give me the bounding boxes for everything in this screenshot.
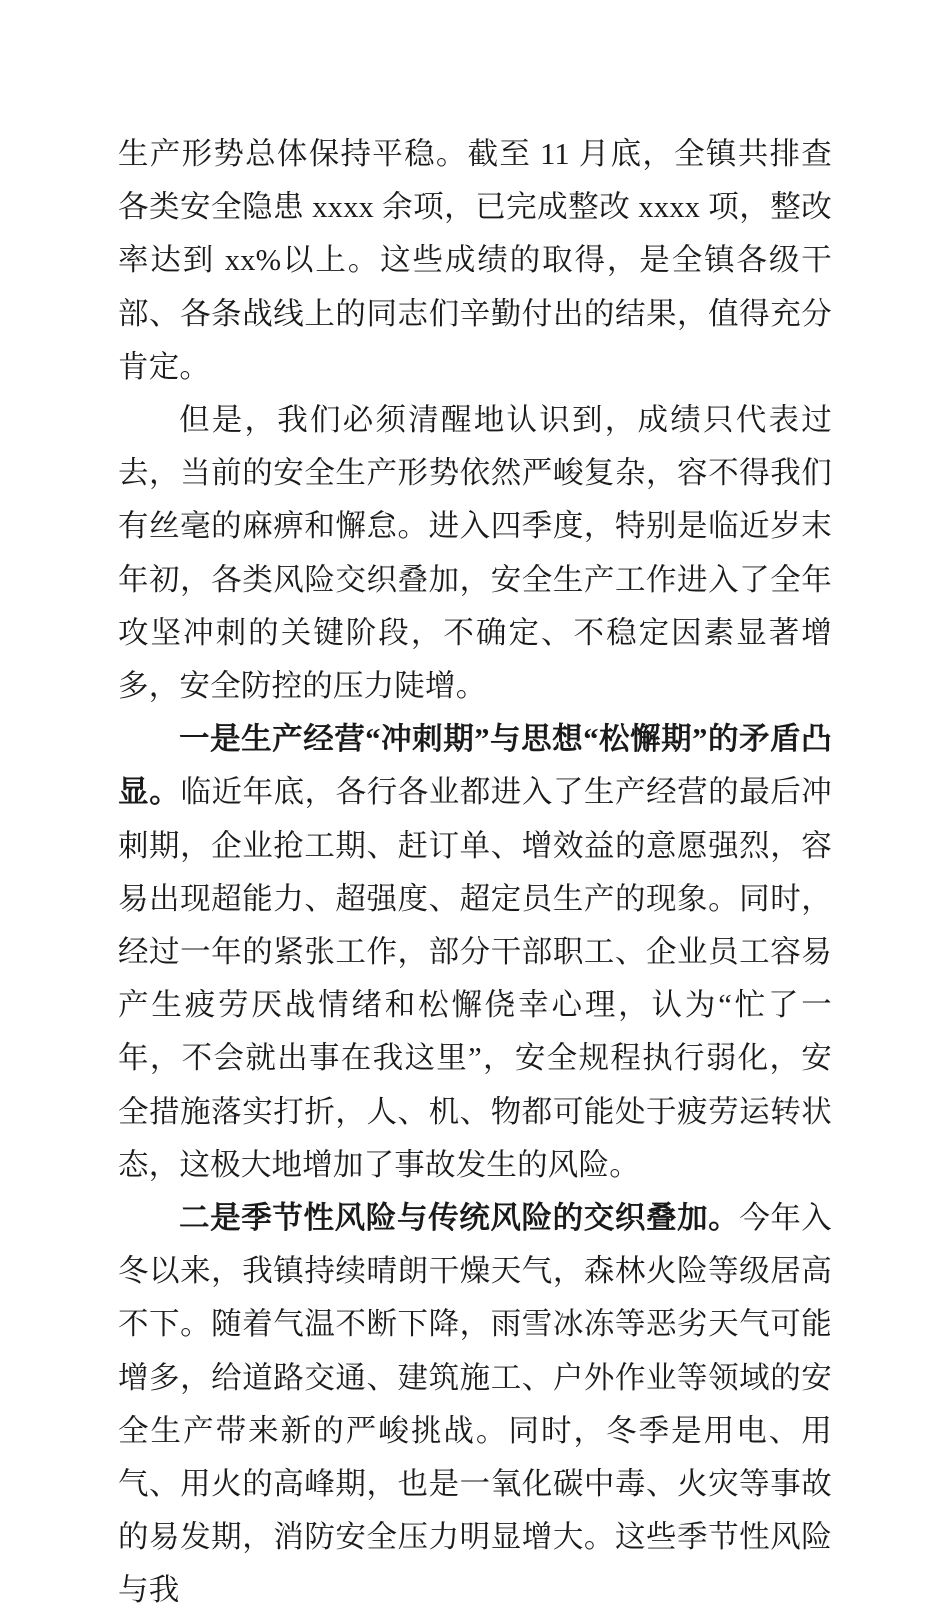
- paragraph-text: 临近年底，各行各业都进入了生产经营的最后冲刺期，企业抢工期、赶订单、增效益的意愿强烈，容易出现超能力、超强度、超定员生产的现象。同时，经过一年的紧张工作，部分干部职工、企业员工容易产生疲劳厌战情绪和松懈侥幸心理，认为“忙了一年，不会就出事在我这里”，安全规程执行弱化，安全措施落实打折，人、机、物都可能处于疲劳运转状态，这极大地增加了事故发生的风险。: [118, 775, 832, 1182]
- paragraph-continuation: [118, 128, 832, 394]
- paragraph-text: 生产形势总体保持平稳。截至 11 月底，全镇共排查各类安全隐患 xxxx 余项，已完成整改 xxxx 项，整改率达到 xx%以上。这些成绩的取得，是全镇各级干部、各条战线上的同志们辛勤付出的结果，值得充分肯定。: [118, 137, 832, 384]
- paragraph-current-situation: [118, 394, 832, 713]
- paragraph-text: 但是，我们必须清醒地认识到，成绩只代表过去，当前的安全生产形势依然严峻复杂，容不得我们有丝毫的麻痹和懈怠。进入四季度，特别是临近岁末年初，各类风险交织叠加，安全生产工作进入了全年攻坚冲刺的关键阶段，不确定、不稳定因素显著增多，安全防控的压力陡增。: [118, 403, 832, 704]
- paragraph-point-one: [118, 713, 832, 1192]
- paragraph-text: 今年入冬以来，我镇持续晴朗干燥天气，森林火险等级居高不下。随着气温不断下降，雨雪冰冻等恶劣天气可能增多，给道路交通、建筑施工、户外作业等领域的安全生产带来新的严峻挑战。同时，冬季是用电、用气、用火的高峰期，也是一氧化碳中毒、火灾等事故的易发期，消防安全压力明显增大。这些季节性风险与我: [118, 1201, 832, 1608]
- paragraph-point-two: [118, 1192, 832, 1618]
- paragraph-lead-heading-one: 一是生产经营“冲刺期”与思想“松懈期”的矛盾凸显。: [118, 722, 832, 810]
- paragraph-lead-heading-two: 二是季节性风险与传统风险的交织叠加。: [179, 1201, 740, 1236]
- document-text-body: [118, 128, 832, 1618]
